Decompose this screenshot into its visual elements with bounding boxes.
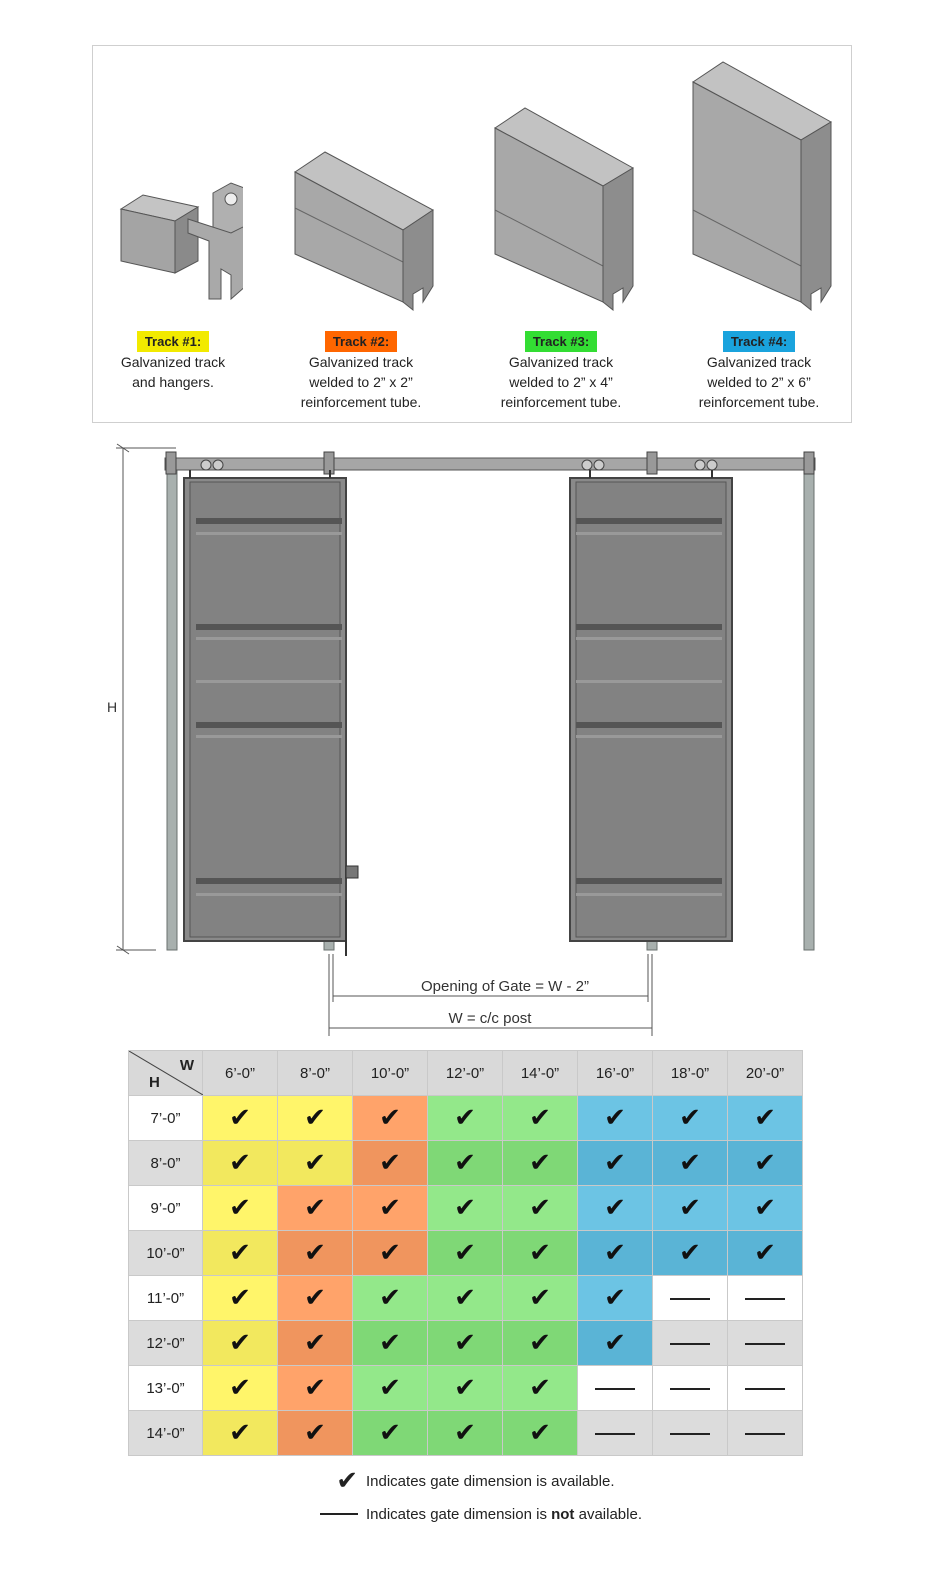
unavailable-cell xyxy=(578,1366,653,1411)
table-row xyxy=(129,1096,803,1141)
checkmark-icon: ✔ xyxy=(304,1283,326,1313)
available-cell xyxy=(428,1231,503,1276)
checkmark-icon: ✔ xyxy=(754,1103,776,1133)
checkmark-icon: ✔ xyxy=(379,1193,401,1223)
track-2-label xyxy=(281,329,441,412)
available-cell xyxy=(578,1141,653,1186)
unavailable-cell xyxy=(653,1276,728,1321)
opening-label: Opening of Gate = W - 2” xyxy=(421,978,589,995)
checkmark-icon: ✔ xyxy=(529,1103,551,1133)
checkmark-icon: ✔ xyxy=(379,1283,401,1313)
available-cell xyxy=(203,1321,278,1366)
track-1-tag: Track #1: xyxy=(137,331,209,352)
checkmark-icon: ✔ xyxy=(454,1103,476,1133)
available-cell xyxy=(428,1321,503,1366)
track-desc-line: welded to 2” x 4” xyxy=(509,374,613,390)
legend-not-available-text: Indicates gate dimension is not available. xyxy=(366,1505,642,1523)
available-cell xyxy=(278,1276,353,1321)
checkmark-icon: ✔ xyxy=(229,1373,251,1403)
gate-elevation-drawing xyxy=(0,430,950,1040)
dash-icon xyxy=(595,1388,635,1390)
dash-icon xyxy=(745,1343,785,1345)
width-header: 14’-0” xyxy=(503,1051,578,1096)
available-cell xyxy=(428,1096,503,1141)
track-3-illustration xyxy=(491,106,641,311)
available-cell xyxy=(503,1321,578,1366)
height-header: 13’-0” xyxy=(129,1366,203,1411)
checkmark-icon: ✔ xyxy=(679,1103,701,1133)
checkmark-icon: ✔ xyxy=(229,1238,251,1268)
checkmark-icon: ✔ xyxy=(379,1328,401,1358)
dash-icon xyxy=(670,1343,710,1345)
available-cell xyxy=(578,1096,653,1141)
checkmark-icon: ✔ xyxy=(454,1193,476,1223)
checkmark-icon: ✔ xyxy=(529,1148,551,1178)
track-desc-line: Galvanized track xyxy=(508,354,614,370)
checkmark-icon: ✔ xyxy=(379,1148,401,1178)
available-cell xyxy=(278,1186,353,1231)
checkmark-icon: ✔ xyxy=(529,1418,551,1448)
checkmark-icon: ✔ xyxy=(679,1193,701,1223)
unavailable-cell xyxy=(578,1411,653,1456)
table-row xyxy=(129,1276,803,1321)
checkmark-icon: ✔ xyxy=(379,1418,401,1448)
track-1 xyxy=(103,181,243,316)
available-cell xyxy=(203,1276,278,1321)
track-desc-line: welded to 2” x 2” xyxy=(309,374,413,390)
available-cell xyxy=(203,1096,278,1141)
available-cell xyxy=(353,1321,428,1366)
height-header: 12’-0” xyxy=(129,1321,203,1366)
available-cell xyxy=(503,1096,578,1141)
checkmark-icon: ✔ xyxy=(529,1283,551,1313)
gate-size-table xyxy=(128,1050,803,1456)
width-header: 20’-0” xyxy=(728,1051,803,1096)
unavailable-cell xyxy=(728,1366,803,1411)
unavailable-cell xyxy=(653,1321,728,1366)
available-cell xyxy=(428,1276,503,1321)
width-header: 10’-0” xyxy=(353,1051,428,1096)
available-cell xyxy=(428,1411,503,1456)
checkmark-icon: ✔ xyxy=(304,1373,326,1403)
checkmark-icon: ✔ xyxy=(754,1238,776,1268)
available-cell xyxy=(728,1231,803,1276)
checkmark-icon: ✔ xyxy=(454,1148,476,1178)
unavailable-cell xyxy=(653,1366,728,1411)
checkmark-icon: ✔ xyxy=(604,1103,626,1133)
checkmark-icon: ✔ xyxy=(304,1418,326,1448)
width-header: 6’-0” xyxy=(203,1051,278,1096)
width-header: 18’-0” xyxy=(653,1051,728,1096)
available-cell xyxy=(353,1096,428,1141)
dash-icon xyxy=(670,1433,710,1435)
available-cell xyxy=(353,1186,428,1231)
dash-icon xyxy=(745,1433,785,1435)
checkmark-icon: ✔ xyxy=(379,1238,401,1268)
height-header: 9’-0” xyxy=(129,1186,203,1231)
track-desc-line: reinforcement tube. xyxy=(500,394,622,410)
track-2-tag: Track #2: xyxy=(325,331,397,352)
width-header: 8’-0” xyxy=(278,1051,353,1096)
checkmark-icon: ✔ xyxy=(304,1148,326,1178)
track-desc-line: reinforcement tube. xyxy=(698,394,820,410)
width-label: W = c/c post xyxy=(448,1010,532,1027)
track-1-desc xyxy=(103,352,243,392)
width-header: 12’-0” xyxy=(428,1051,503,1096)
checkmark-icon: ✔ xyxy=(679,1148,701,1178)
track-desc-line: welded to 2” x 6” xyxy=(707,374,811,390)
track-desc-line: Galvanized track xyxy=(120,354,226,370)
table-row xyxy=(129,1231,803,1276)
dash-icon xyxy=(745,1298,785,1300)
checkmark-icon: ✔ xyxy=(454,1373,476,1403)
track-4-illustration xyxy=(689,60,839,312)
gate-right xyxy=(570,470,732,941)
track-3-tag: Track #3: xyxy=(525,331,597,352)
checkmark-icon: ✔ xyxy=(754,1193,776,1223)
available-cell xyxy=(503,1366,578,1411)
available-cell xyxy=(353,1366,428,1411)
available-cell xyxy=(278,1321,353,1366)
checkmark-icon: ✔ xyxy=(454,1283,476,1313)
dash-icon xyxy=(595,1433,635,1435)
height-header: 7’-0” xyxy=(129,1096,203,1141)
available-cell xyxy=(653,1231,728,1276)
available-cell xyxy=(353,1411,428,1456)
checkmark-icon: ✔ xyxy=(604,1148,626,1178)
track-4-desc xyxy=(679,352,839,412)
available-cell xyxy=(278,1231,353,1276)
dash-icon xyxy=(320,1513,358,1515)
available-cell xyxy=(428,1141,503,1186)
height-label: H xyxy=(106,699,118,715)
gate-left xyxy=(184,470,358,956)
track-1-label xyxy=(103,329,243,392)
track-2-desc xyxy=(281,352,441,412)
checkmark-icon: ✔ xyxy=(229,1103,251,1133)
checkmark-icon: ✔ xyxy=(679,1238,701,1268)
track-4-tag: Track #4: xyxy=(723,331,795,352)
width-header: 16’-0” xyxy=(578,1051,653,1096)
available-cell xyxy=(278,1141,353,1186)
checkmark-icon: ✔ xyxy=(229,1418,251,1448)
legend-not-available xyxy=(320,1505,642,1523)
checkmark-icon: ✔ xyxy=(454,1418,476,1448)
checkmark-icon: ✔ xyxy=(304,1238,326,1268)
available-cell xyxy=(728,1186,803,1231)
checkmark-icon: ✔ xyxy=(229,1193,251,1223)
track-desc-line: Galvanized track xyxy=(308,354,414,370)
checkmark-icon: ✔ xyxy=(304,1103,326,1133)
overhead-track xyxy=(165,458,815,470)
available-cell xyxy=(428,1186,503,1231)
available-cell xyxy=(653,1096,728,1141)
checkmark-icon: ✔ xyxy=(229,1328,251,1358)
corner-header xyxy=(129,1051,203,1096)
table-row xyxy=(129,1321,803,1366)
unavailable-cell xyxy=(728,1321,803,1366)
table-row xyxy=(129,1411,803,1456)
track-3-desc xyxy=(481,352,641,412)
available-cell xyxy=(578,1321,653,1366)
track-desc-line: Galvanized track xyxy=(706,354,812,370)
dash-icon xyxy=(745,1388,785,1390)
checkmark-icon: ✔ xyxy=(529,1328,551,1358)
checkmark-icon: ✔ xyxy=(604,1193,626,1223)
available-cell xyxy=(278,1366,353,1411)
track-2-illustration xyxy=(291,150,441,315)
corner-w-label: W xyxy=(179,1057,194,1074)
checkmark-icon: ✔ xyxy=(454,1328,476,1358)
available-cell xyxy=(503,1276,578,1321)
available-cell xyxy=(578,1186,653,1231)
available-cell xyxy=(578,1231,653,1276)
checkmark-icon: ✔ xyxy=(529,1238,551,1268)
checkmark-icon: ✔ xyxy=(336,1466,358,1496)
checkmark-icon: ✔ xyxy=(604,1283,626,1313)
height-header: 14’-0” xyxy=(129,1411,203,1456)
available-cell xyxy=(353,1276,428,1321)
track-desc-line: reinforcement tube. xyxy=(300,394,422,410)
height-header: 10’-0” xyxy=(129,1231,203,1276)
available-cell xyxy=(203,1141,278,1186)
track-types-panel xyxy=(92,45,852,423)
track-4-label xyxy=(679,329,839,412)
checkmark-icon: ✔ xyxy=(604,1238,626,1268)
track-3 xyxy=(491,106,641,311)
corner-h-label: H xyxy=(149,1074,160,1091)
checkmark-icon: ✔ xyxy=(379,1373,401,1403)
available-cell xyxy=(278,1096,353,1141)
track-4 xyxy=(689,60,839,312)
legend-available xyxy=(320,1466,614,1496)
table-row xyxy=(129,1186,803,1231)
track-2 xyxy=(291,150,441,315)
post-right xyxy=(804,460,814,950)
available-cell xyxy=(653,1186,728,1231)
unavailable-cell xyxy=(728,1411,803,1456)
checkmark-icon: ✔ xyxy=(454,1238,476,1268)
available-cell xyxy=(503,1231,578,1276)
unavailable-cell xyxy=(653,1411,728,1456)
available-cell xyxy=(653,1141,728,1186)
track-desc-line: and hangers. xyxy=(132,374,214,390)
available-cell xyxy=(353,1141,428,1186)
checkmark-icon: ✔ xyxy=(304,1193,326,1223)
checkmark-icon: ✔ xyxy=(529,1373,551,1403)
available-cell xyxy=(503,1186,578,1231)
available-cell xyxy=(203,1231,278,1276)
unavailable-cell xyxy=(728,1276,803,1321)
available-cell xyxy=(728,1141,803,1186)
dash-icon xyxy=(670,1298,710,1300)
available-cell xyxy=(203,1366,278,1411)
checkmark-icon: ✔ xyxy=(529,1193,551,1223)
available-cell xyxy=(353,1231,428,1276)
available-cell xyxy=(203,1411,278,1456)
table-row xyxy=(129,1366,803,1411)
height-header: 8’-0” xyxy=(129,1141,203,1186)
legend-available-text: Indicates gate dimension is available. xyxy=(366,1472,615,1490)
available-cell xyxy=(503,1411,578,1456)
post-left xyxy=(167,460,177,950)
available-cell xyxy=(278,1411,353,1456)
checkmark-icon: ✔ xyxy=(304,1328,326,1358)
checkmark-icon: ✔ xyxy=(754,1148,776,1178)
checkmark-icon: ✔ xyxy=(379,1103,401,1133)
available-cell xyxy=(578,1276,653,1321)
available-cell xyxy=(503,1141,578,1186)
dash-icon xyxy=(670,1388,710,1390)
height-header: 11’-0” xyxy=(129,1276,203,1321)
track-3-label xyxy=(481,329,641,412)
available-cell xyxy=(203,1186,278,1231)
checkmark-icon: ✔ xyxy=(229,1283,251,1313)
table-row xyxy=(129,1141,803,1186)
available-cell xyxy=(728,1096,803,1141)
checkmark-icon: ✔ xyxy=(604,1328,626,1358)
checkmark-icon: ✔ xyxy=(229,1148,251,1178)
track-1-illustration xyxy=(103,181,243,316)
available-cell xyxy=(428,1366,503,1411)
